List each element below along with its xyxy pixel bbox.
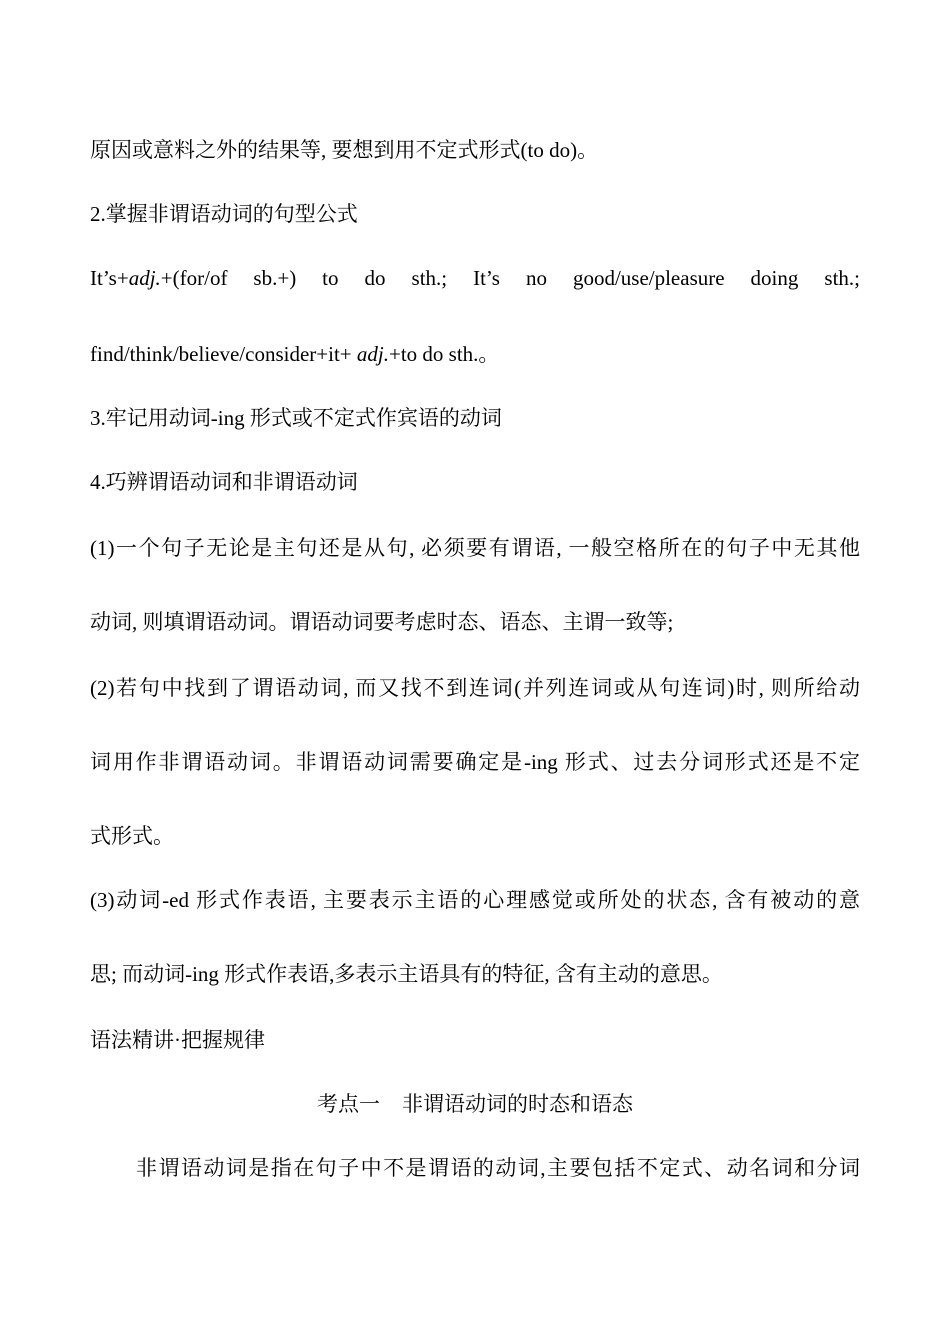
topic-label: 考点一 — [317, 1092, 380, 1116]
section-3-heading: 3.牢记用动词-ing 形式或不定式作宾语的动词 — [90, 406, 502, 430]
formula-line-2 — [90, 340, 860, 368]
section-heading-grammar: 语法精讲·把握规律 — [90, 1028, 265, 1052]
point-2-line-2: 词用作非谓语动词。非谓语动词需要确定是-ing 形式、过去分词形式还是不定 — [90, 750, 860, 774]
point-3-line-1: (3)动词-ed 形式作表语, 主要表示主语的心理感觉或所处的状态, 含有被动的意 — [90, 888, 860, 912]
formula-adj: adj. — [128, 266, 161, 290]
text-line-1: 原因或意料之外的结果等, 要想到用不定式形式(to do)。 — [90, 138, 599, 162]
point-2-line-3: 式形式。 — [90, 824, 174, 848]
section-4-heading: 4.巧辨谓语动词和非谓语动词 — [90, 470, 358, 494]
point-2-line-1: (2)若句中找到了谓语动词, 而又找不到连词(并列连词或从句连词)时, 则所给动 — [90, 676, 860, 700]
formula-adj-2: adj. — [356, 342, 389, 366]
formula-todo: +to do sth.。 — [388, 342, 500, 366]
formula-line-1 — [90, 264, 860, 292]
point-3-line-2: 思; 而动词-ing 形式作表语,多表示主语具有的特征, 含有主动的意思。 — [90, 962, 723, 986]
point-1-line-2: 动词, 则填谓语动词。谓语动词要考虑时态、语态、主谓一致等; — [90, 610, 674, 634]
topic-title: 非谓语动词的时态和语态 — [402, 1092, 633, 1116]
section-2-heading: 2.掌握非谓语动词的句型公式 — [90, 202, 358, 226]
formula-rest: +(for/of sb.+) to do sth.; It’s no good/use/pleasure doing sth.; — [160, 266, 860, 290]
formula-find: find/think/believe/consider+it+ — [90, 342, 357, 366]
formula-its: It’s+ — [90, 266, 129, 290]
intro-paragraph-line: 非谓语动词是指在句子中不是谓语的动词,主要包括不定式、动名词和分词 — [136, 1156, 860, 1180]
topic-heading — [90, 1090, 860, 1118]
point-1-line-1: (1)一个句子无论是主句还是从句, 必须要有谓语, 一般空格所在的句子中无其他 — [90, 536, 860, 560]
